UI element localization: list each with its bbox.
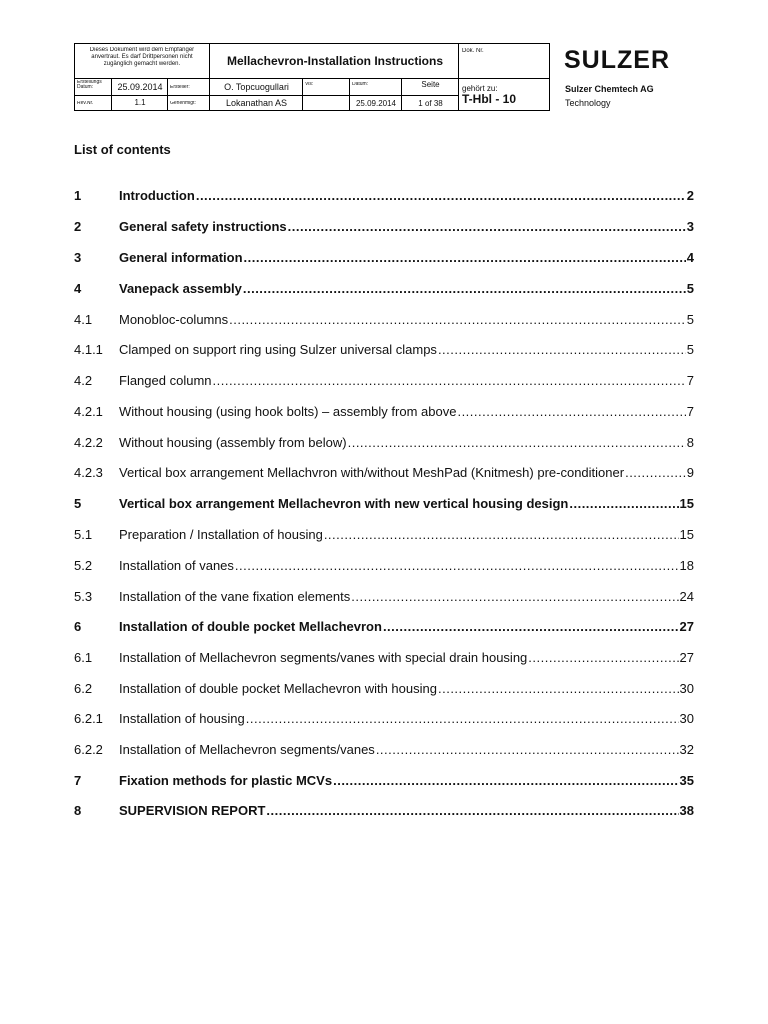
toc-entry[interactable] (74, 681, 694, 697)
toc-entry-page: 2 (686, 188, 694, 203)
toc-entry-number: 6 (74, 619, 82, 634)
toc-entry-title: Without housing (using hook bolts) – assembly from above (119, 404, 457, 419)
toc-entry-title: Vanepack assembly (119, 281, 242, 296)
belongs-to-label: gehört zu: (462, 84, 498, 93)
toc-entry-number: 6.2.2 (74, 742, 103, 757)
toc-entry-number: 4.2 (74, 373, 93, 388)
toc-entry[interactable] (74, 404, 694, 420)
header-divider (111, 78, 112, 110)
toc-entry[interactable] (74, 435, 694, 451)
header-divider (401, 78, 402, 110)
company-name: Sulzer Chemtech AG (565, 84, 654, 94)
toc-entry-number: 5 (74, 496, 82, 511)
toc-entry-page: 8 (686, 435, 694, 450)
approver-name: Lokanathan AS (225, 98, 288, 108)
toc-entry-number: 3 (74, 250, 82, 265)
toc-entry[interactable] (74, 558, 694, 574)
toc-entry-number: 5.3 (74, 589, 93, 604)
header-divider (458, 78, 550, 79)
toc-entry-title: Installation of vanes (119, 558, 234, 573)
toc-entry-page: 38 (679, 803, 694, 818)
toc-entry[interactable] (74, 465, 694, 481)
toc-entry-title: Installation of housing (119, 711, 245, 726)
toc-entry-title: Installation of double pocket Mellachevron (119, 619, 382, 634)
toc-entry[interactable] (74, 527, 694, 543)
toc-dot-leader (569, 496, 678, 511)
toc-entry[interactable] (74, 219, 694, 235)
toc-entry-number: 6.2.1 (74, 711, 103, 726)
toc-entry[interactable] (74, 281, 694, 297)
toc-entry-title: Preparation / Installation of housing (119, 527, 323, 542)
toc-entry-number: 4 (74, 281, 82, 296)
toc-entry-title: Installation of Mellachevron segments/vanes with special drain housing (119, 650, 528, 665)
toc-entry-title: Flanged column (119, 373, 212, 388)
revision-label: Rev.Nr. (77, 101, 94, 106)
toc-entry-title: Vertical box arrangement Mellachvron with/without MeshPad (Knitmesh) pre-conditioner (119, 465, 625, 480)
toc-dot-leader (288, 219, 686, 234)
toc-dot-leader (625, 465, 686, 480)
toc-entry-number: 4.2.3 (74, 465, 103, 480)
toc-entry-number: 4.1.1 (74, 342, 103, 357)
toc-entry-title: Monobloc-columns (119, 312, 229, 327)
toc-entry-title: Installation of the vane fixation elements (119, 589, 351, 604)
toc-entry-number: 8 (74, 803, 82, 818)
doc-number-label: Dok. Nr. (462, 48, 484, 54)
toc-entry-page: 5 (686, 342, 694, 357)
toc-dot-leader (196, 188, 686, 203)
toc-dot-leader (229, 312, 686, 327)
toc-entry-number: 5.2 (74, 558, 93, 573)
toc-entry[interactable] (74, 188, 694, 204)
toc-entry-title: Installation of double pocket Mellachevron with housing (119, 681, 437, 696)
toc-entry-number: 6.1 (74, 650, 93, 665)
toc-entry[interactable] (74, 742, 694, 758)
toc-entry-title: Fixation methods for plastic MCVs (119, 773, 333, 788)
toc-entry-page: 9 (686, 465, 694, 480)
toc-entry-number: 7 (74, 773, 82, 788)
author-name: O. Topcuogullari (224, 82, 289, 92)
toc-entry-page: 18 (679, 558, 694, 573)
header-divider (349, 78, 350, 110)
toc-entry-number: 2 (74, 219, 82, 234)
toc-entry-title: General safety instructions (119, 219, 287, 234)
header-divider (209, 44, 210, 110)
toc-dot-leader (324, 527, 679, 542)
approved-label: Genehmigt: (170, 101, 196, 106)
toc-entry-page: 15 (679, 527, 694, 542)
toc-entry[interactable] (74, 373, 694, 389)
header-divider (302, 78, 303, 110)
toc-entry-page: 27 (679, 619, 694, 634)
creation-date: 25.09.2014 (117, 82, 163, 92)
toc-entry[interactable] (74, 342, 694, 358)
toc-entry[interactable] (74, 773, 694, 789)
department-name: Technology (565, 98, 611, 108)
toc-entry-title: General information (119, 250, 243, 265)
confidentiality-notice: Dieses Dokument wird dem Empfänger anvertraut. Es darf Drittpersonen nicht zugänglich gemacht werden. (89, 47, 195, 67)
toc-entry-number: 6.2 (74, 681, 93, 696)
toc-entry-page: 5 (686, 281, 694, 296)
toc-entry[interactable] (74, 250, 694, 266)
toc-entry-page: 35 (679, 773, 694, 788)
toc-dot-leader (333, 773, 678, 788)
toc-dot-leader (246, 711, 679, 726)
page-label: Seite (421, 80, 440, 89)
document-header (74, 43, 550, 111)
toc-dot-leader (213, 373, 686, 388)
toc-entry[interactable] (74, 619, 694, 635)
toc-entry[interactable] (74, 496, 694, 512)
toc-dot-leader (243, 281, 686, 296)
toc-entry-title: Clamped on support ring using Sulzer universal clamps (119, 342, 437, 357)
toc-heading: List of contents (74, 142, 171, 157)
toc-entry-page: 30 (679, 681, 694, 696)
toc-entry-title: Vertical box arrangement Mellachevron with new vertical housing design (119, 496, 569, 511)
toc-entry-page: 5 (686, 312, 694, 327)
visa-label: Vis: (305, 82, 314, 87)
toc-dot-leader (235, 558, 679, 573)
toc-dot-leader (244, 250, 686, 265)
toc-entry-page: 7 (686, 373, 694, 388)
belongs-to-value: T-Hbl - 10 (462, 92, 517, 106)
toc-entry-page: 7 (686, 404, 694, 419)
toc-dot-leader (438, 681, 679, 696)
toc-entry-page: 4 (686, 250, 694, 265)
toc-entry-number: 4.2.2 (74, 435, 103, 450)
toc-entry[interactable] (74, 803, 694, 819)
toc-entry-title: Introduction (119, 188, 195, 203)
toc-entry-title: Without housing (assembly from below) (119, 435, 347, 450)
toc-entry-number: 5.1 (74, 527, 93, 542)
approval-date: 25.09.2014 (355, 99, 397, 108)
toc-entry-number: 4.2.1 (74, 404, 103, 419)
date-label: Datum: (352, 82, 369, 87)
toc-entry-page: 3 (686, 219, 694, 234)
toc-entry-number: 1 (74, 188, 82, 203)
toc-entry-page: 32 (679, 742, 694, 757)
page-count: 1 of 38 (418, 99, 443, 108)
toc-dot-leader (383, 619, 679, 634)
toc-entry-title: Installation of Mellachevron segments/vanes (119, 742, 375, 757)
toc-dot-leader (266, 803, 678, 818)
toc-dot-leader (457, 404, 685, 419)
revision-number: 1.1 (134, 98, 146, 107)
toc-entry[interactable] (74, 589, 694, 605)
toc-entry[interactable] (74, 650, 694, 666)
creation-date-label: Erstellungs Datum: (77, 80, 102, 90)
toc-entry-page: 27 (679, 650, 694, 665)
document-title: Mellachevron-Installation Instructions (226, 54, 444, 68)
toc-entry-page: 15 (679, 496, 694, 511)
toc-entry-page: 30 (679, 711, 694, 726)
toc-entry-title: SUPERVISION REPORT (119, 803, 266, 818)
toc-dot-leader (528, 650, 678, 665)
author-label: Ersteller: (170, 85, 190, 90)
toc-dot-leader (348, 435, 686, 450)
sulzer-logo: SULZER (564, 46, 670, 74)
toc-entry[interactable] (74, 711, 694, 727)
toc-entry-page: 24 (679, 589, 694, 604)
toc-entry[interactable] (74, 312, 694, 328)
header-divider (167, 78, 168, 110)
toc-entry-number: 4.1 (74, 312, 93, 327)
toc-dot-leader (376, 742, 679, 757)
toc-dot-leader (351, 589, 678, 604)
toc-dot-leader (438, 342, 686, 357)
header-divider (458, 44, 459, 110)
